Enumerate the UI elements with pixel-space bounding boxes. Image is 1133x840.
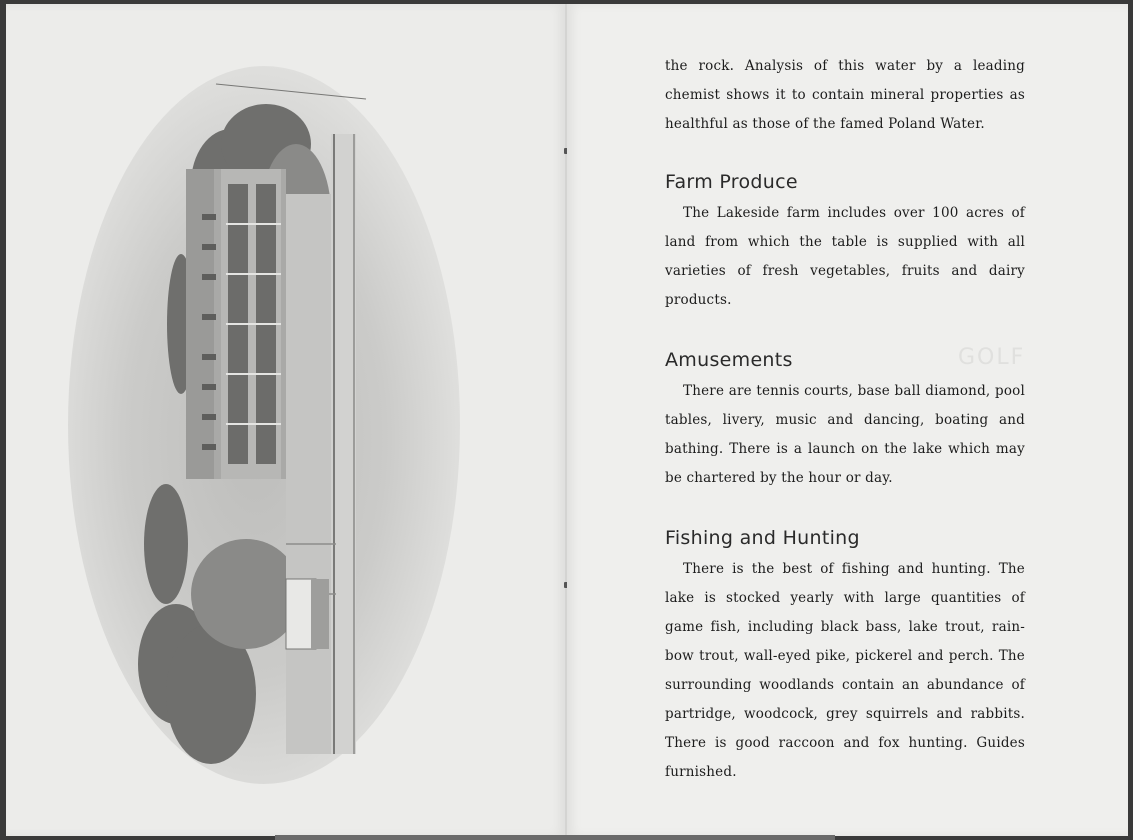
intro-paragraph: the rock. Analysis of this water by a leading chemist shows it to contain mineral properties as healthful as those of the famed Poland Water.	[665, 58, 1025, 132]
heading-fishing-hunting: Fishing and Hunting	[665, 527, 860, 549]
paragraph-farm-produce: The Lakeside farm includes over 100 acres of land from which the table is supplied with all varieties of fresh vegetables, fruits and dairy products.	[665, 205, 1025, 308]
show-through-text: GOLF	[958, 345, 1026, 370]
hotel-photograph	[136, 74, 376, 774]
page-bottom-edge	[275, 835, 835, 840]
paragraph-fishing-hunting: There is the best of fishing and hunting. The lake is stocked yearly with large quantities of game fish, including black bass, lake trout, rain-bow trout, wall-eyed pike, pickerel and perch. The surrounding woodlands contain an abundance of partridge, woodcock, grey squirrels and rabbits. There is good raccoon and fox hunting. Guides furnished.	[665, 561, 1025, 780]
paragraph-amusements: There are tennis courts, base ball diamond, pool tables, livery, music and dancing, boating and bathing. There is a launch on the lake which may be chartered by the hour or day.	[665, 383, 1025, 486]
heading-farm-produce: Farm Produce	[665, 171, 798, 193]
heading-amusements: Amusements	[665, 349, 793, 371]
left-page	[6, 4, 566, 836]
text-column	[665, 52, 1025, 787]
